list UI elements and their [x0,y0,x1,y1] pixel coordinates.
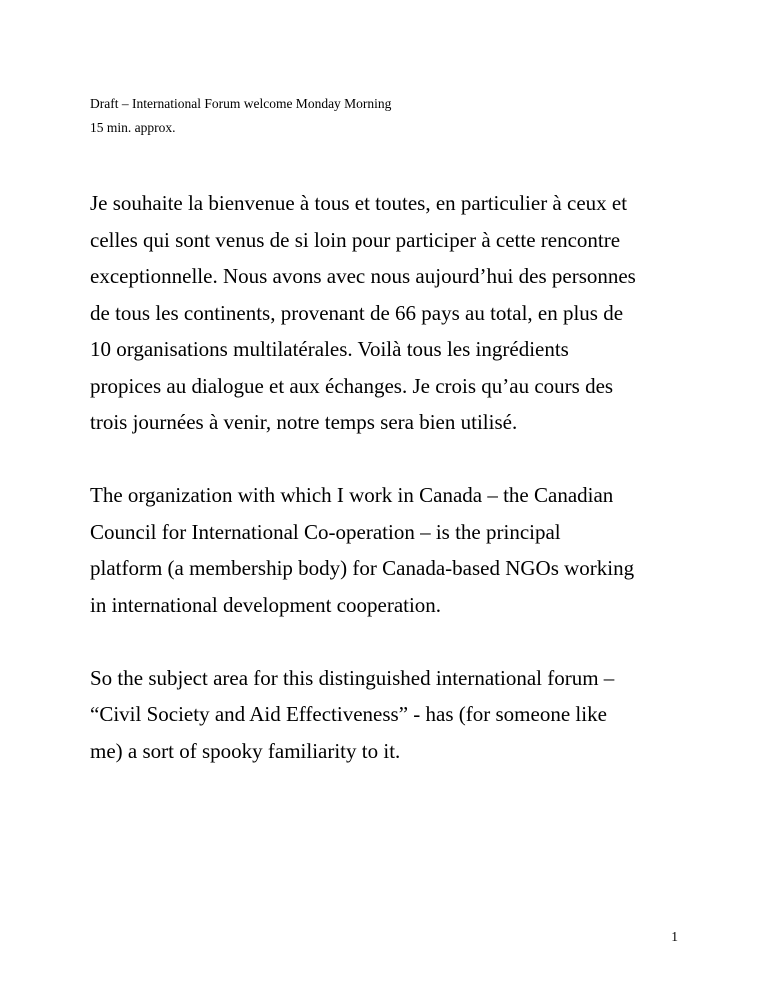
paragraph-line: trois journées à venir, notre temps sera bien utilisé. [90,410,518,434]
draft-title: Draft – International Forum welcome Monday Morning [90,96,392,111]
paragraph-line: The organization with which I work in Canada – the Canadian [90,483,614,507]
paragraph-line: propices au dialogue et aux échanges. Je crois qu’au cours des [90,373,614,398]
duration-note: 15 min. approx. [90,120,176,135]
paragraph-line: me) a sort of spooky familiarity to it. [90,738,401,763]
paragraph-line: Je souhaite la bienvenue à tous et toutes, en particulier à ceux et [90,191,628,215]
paragraph-line: in international development cooperation. [90,592,442,617]
paragraph-line: So the subject area for this distinguished international forum – [90,665,615,690]
paragraph-line: celles qui sont venus de si loin pour participer à cette rencontre [90,227,621,252]
paragraph-line: platform (a membership body) for Canada-based NGOs working [90,556,635,580]
paragraph-subject-area [90,660,690,770]
paragraph-line: de tous les continents, provenant de 66 pays au total, en plus de [90,300,624,325]
draft-header [90,92,690,140]
page-number: 1 [671,929,678,944]
paragraph-line: exceptionnelle. Nous avons avec nous aujourd’hui des personnes [90,264,636,288]
paragraph-french-welcome [90,185,690,441]
speech-body [90,185,690,806]
paragraph-organization [90,477,690,623]
paragraph-line: Council for International Co-operation – is the principal [90,519,561,544]
paragraph-line: 10 organisations multilatérales. Voilà tous les ingrédients [90,337,569,361]
paragraph-line: “Civil Society and Aid Effectiveness” - has (for someone like [90,702,607,726]
